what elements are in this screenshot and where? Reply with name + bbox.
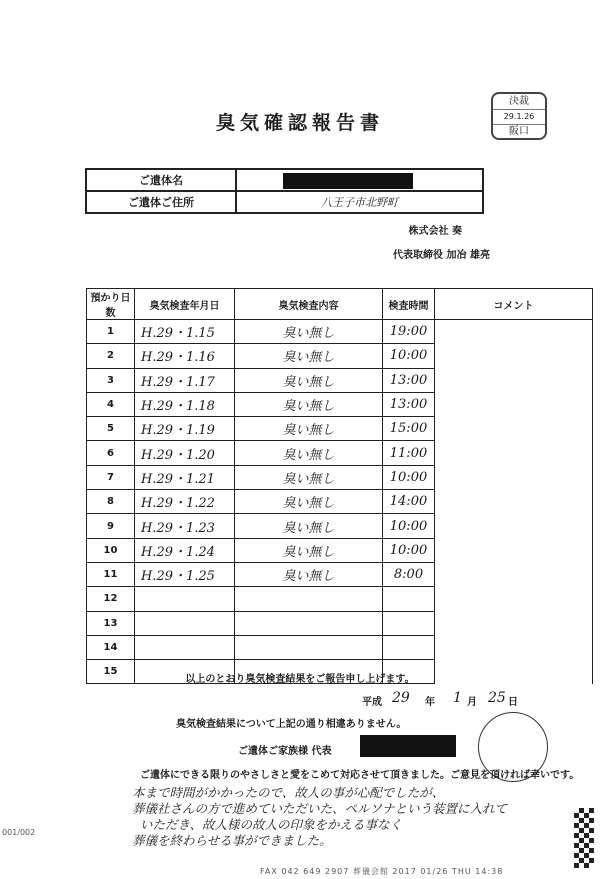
date-cell: H.29・1.25 bbox=[135, 562, 235, 586]
time-cell: 13:00 bbox=[383, 392, 435, 416]
deceased-address-row bbox=[86, 191, 483, 213]
content-cell: 臭い無し bbox=[235, 538, 383, 562]
header-comment: コメント bbox=[435, 289, 593, 320]
day-cell: 4 bbox=[87, 392, 135, 416]
scan-marker-pattern bbox=[574, 808, 594, 868]
stamp-date: 29.1.26 bbox=[493, 109, 545, 125]
content-cell: 臭い無し bbox=[235, 344, 383, 368]
date-cell: H.29・1.15 bbox=[135, 320, 235, 344]
comment-line: いただき、故人様の故人の印象をかえる事なく bbox=[140, 817, 403, 832]
time-cell: 8:00 bbox=[383, 562, 435, 586]
day-cell: 3 bbox=[87, 368, 135, 392]
date-cell: H.29・1.21 bbox=[135, 465, 235, 489]
deceased-info-table bbox=[85, 168, 484, 214]
comment-line: 葬儀を終わらせる事ができました。 bbox=[132, 833, 332, 848]
comment-line: 本まで時間がかかったので、故人の事が心配でしたが、 bbox=[132, 785, 445, 800]
deceased-address-label: ご遺体ご住所 bbox=[86, 191, 236, 213]
day-cell: 6 bbox=[87, 441, 135, 465]
header-content: 臭気検査内容 bbox=[235, 289, 383, 320]
date-cell: H.29・1.24 bbox=[135, 538, 235, 562]
content-cell bbox=[235, 611, 383, 635]
content-cell: 臭い無し bbox=[235, 417, 383, 441]
comment-cell bbox=[435, 320, 593, 684]
day-cell: 7 bbox=[87, 465, 135, 489]
family-representative-label: ご遺体ご家族様 代表 bbox=[238, 746, 332, 757]
report-year: 29 bbox=[392, 690, 410, 706]
content-cell bbox=[235, 587, 383, 611]
redacted-name bbox=[283, 173, 413, 189]
report-month: 1 bbox=[453, 690, 462, 706]
content-cell: 臭い無し bbox=[235, 392, 383, 416]
header-days: 預かり日数 bbox=[87, 289, 135, 320]
day-cell: 11 bbox=[87, 562, 135, 586]
time-cell: 19:00 bbox=[383, 320, 435, 344]
date-cell bbox=[135, 587, 235, 611]
redacted-family-name bbox=[360, 735, 456, 757]
day-cell: 12 bbox=[87, 587, 135, 611]
report-era: 平成 bbox=[362, 697, 382, 708]
day-cell: 8 bbox=[87, 490, 135, 514]
date-cell: H.29・1.23 bbox=[135, 514, 235, 538]
deceased-address-value: 八王子市北野町 bbox=[236, 191, 483, 213]
confirm-statement: 臭気検査結果について上記の通り相違ありません。 bbox=[176, 719, 407, 730]
content-cell: 臭い無し bbox=[235, 490, 383, 514]
representative-name: 代表取締役 加冶 雄亮 bbox=[393, 250, 490, 261]
time-cell: 10:00 bbox=[383, 344, 435, 368]
content-cell: 臭い無し bbox=[235, 562, 383, 586]
content-cell: 臭い無し bbox=[235, 368, 383, 392]
date-cell: H.29・1.17 bbox=[135, 368, 235, 392]
time-cell: 10:00 bbox=[383, 538, 435, 562]
time-cell bbox=[383, 611, 435, 635]
date-cell: H.29・1.22 bbox=[135, 490, 235, 514]
odor-log-table bbox=[86, 288, 593, 684]
log-header-row bbox=[87, 289, 593, 320]
comment-line: 葬儀社さんの方で進めていただいた、ペルソナという装置に入れて bbox=[132, 801, 508, 816]
content-cell: 臭い無し bbox=[235, 465, 383, 489]
day-cell: 5 bbox=[87, 417, 135, 441]
date-cell: H.29・1.16 bbox=[135, 344, 235, 368]
time-cell bbox=[383, 587, 435, 611]
time-cell: 13:00 bbox=[383, 368, 435, 392]
time-cell: 14:00 bbox=[383, 490, 435, 514]
time-cell: 10:00 bbox=[383, 465, 435, 489]
fax-header: FAX 042 649 2907 葬儀会館 2017 01/26 THU 14:38 bbox=[260, 867, 504, 876]
deceased-name-value bbox=[236, 169, 483, 191]
content-cell bbox=[235, 635, 383, 659]
date-cell: H.29・1.19 bbox=[135, 417, 235, 441]
report-statement: 以上のとおり臭気検査結果をご報告申し上げます。 bbox=[185, 674, 415, 685]
time-cell: 10:00 bbox=[383, 514, 435, 538]
stamp-top: 決裁 bbox=[509, 96, 529, 107]
page-title: 臭気確認報告書 bbox=[215, 112, 384, 134]
time-cell: 11:00 bbox=[383, 441, 435, 465]
time-cell bbox=[383, 635, 435, 659]
deceased-name-label: ご遺体名 bbox=[86, 169, 236, 191]
comment-intro: ご遺体にできる限りのやさしさと愛をこめて対応させて頂きました。ご意見を頂ければ幸いです。 bbox=[140, 770, 580, 781]
company-name: 株式会社 奏 bbox=[408, 226, 462, 237]
header-time: 検査時間 bbox=[383, 289, 435, 320]
day-cell: 10 bbox=[87, 538, 135, 562]
table-row bbox=[87, 320, 593, 344]
day-cell: 2 bbox=[87, 344, 135, 368]
deceased-name-row bbox=[86, 169, 483, 191]
report-day: 25 bbox=[488, 690, 506, 706]
date-cell bbox=[135, 611, 235, 635]
stamp-name: 阪口 bbox=[509, 126, 529, 137]
day-cell: 13 bbox=[87, 611, 135, 635]
header-date: 臭気検査年月日 bbox=[135, 289, 235, 320]
content-cell: 臭い無し bbox=[235, 320, 383, 344]
report-month-unit: 月 bbox=[467, 697, 477, 708]
date-cell: H.29・1.18 bbox=[135, 392, 235, 416]
day-cell: 14 bbox=[87, 635, 135, 659]
day-cell: 15 bbox=[87, 660, 135, 684]
time-cell: 15:00 bbox=[383, 417, 435, 441]
content-cell: 臭い無し bbox=[235, 514, 383, 538]
day-cell: 9 bbox=[87, 514, 135, 538]
report-day-unit: 日 bbox=[508, 697, 518, 708]
day-cell: 1 bbox=[87, 320, 135, 344]
date-cell bbox=[135, 635, 235, 659]
date-cell: H.29・1.20 bbox=[135, 441, 235, 465]
content-cell: 臭い無し bbox=[235, 441, 383, 465]
page-counter: 001/002 bbox=[2, 828, 36, 837]
report-year-unit: 年 bbox=[425, 697, 435, 708]
